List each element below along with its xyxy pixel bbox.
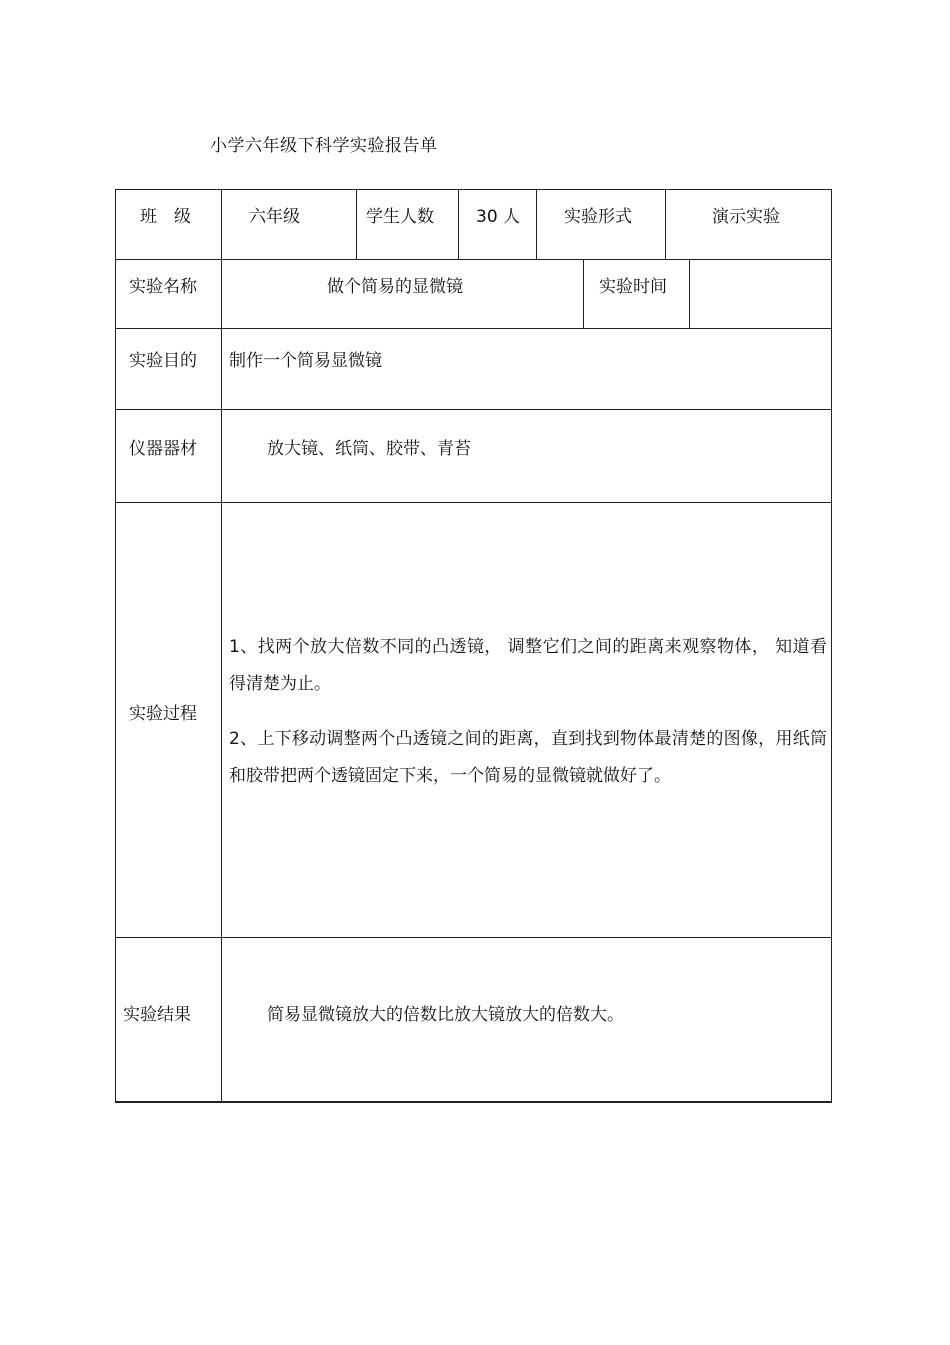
- table-row-name: [116, 260, 831, 329]
- students-value-cell: [459, 190, 537, 259]
- purpose-value-cell: [222, 329, 831, 409]
- form-label-cell: [537, 190, 666, 259]
- report-table: [115, 189, 832, 1103]
- process-steps: [229, 629, 827, 813]
- form-value: 演示实验: [712, 207, 780, 227]
- equipment-label: 仪器器材: [129, 439, 197, 459]
- table-row-class: [116, 190, 831, 260]
- purpose-value: 制作一个简易显微镜: [229, 351, 382, 371]
- equipment-value-cell: [222, 410, 831, 502]
- table-row-purpose: [116, 329, 831, 410]
- time-value-cell: [690, 260, 831, 328]
- result-value-cell: [222, 938, 831, 1101]
- form-label: 实验形式: [564, 207, 632, 227]
- class-value: 六年级: [249, 207, 300, 227]
- purpose-label: 实验目的: [129, 351, 197, 371]
- page-title: 小学六年级下科学实验报告单: [210, 136, 438, 156]
- students-label: 学生人数: [366, 207, 434, 227]
- table-row-equipment: [116, 410, 831, 503]
- experiment-time-label: 实验时间: [599, 277, 667, 297]
- time-label-cell: [584, 260, 690, 328]
- equipment-value: 放大镜、纸筒、胶带、青苔: [267, 439, 471, 459]
- name-value-cell: [222, 260, 584, 328]
- result-label: 实验结果: [123, 1005, 191, 1025]
- class-label-cell: [116, 190, 222, 259]
- experiment-name-label: 实验名称: [129, 277, 197, 297]
- students-label-cell: [357, 190, 459, 259]
- process-step-1: 1、找两个放大倍数不同的凸透镜， 调整它们之间的距离来观察物体， 知道看得清楚为止。: [229, 637, 827, 694]
- name-label-cell: [116, 260, 222, 328]
- class-value-cell: [222, 190, 357, 259]
- result-value: 简易显微镜放大的倍数比放大镜放大的倍数大。: [267, 1005, 624, 1025]
- process-label: 实验过程: [129, 704, 197, 724]
- table-row-result: [116, 938, 831, 1102]
- process-step-2: 2、上下移动调整两个凸透镜之间的距离，直到找到物体最清楚的图像，用纸筒和胶带把两个透镜固定下来，一个简易的显微镜就做好了。: [229, 729, 827, 786]
- students-value: 30 人: [476, 207, 521, 227]
- purpose-label-cell: [116, 329, 222, 409]
- class-label: 班 级: [140, 207, 191, 227]
- process-label-cell: [116, 503, 222, 937]
- result-label-cell: [116, 938, 222, 1101]
- form-value-cell: [666, 190, 831, 259]
- equipment-label-cell: [116, 410, 222, 502]
- experiment-name-value: 做个简易的显微镜: [327, 277, 463, 297]
